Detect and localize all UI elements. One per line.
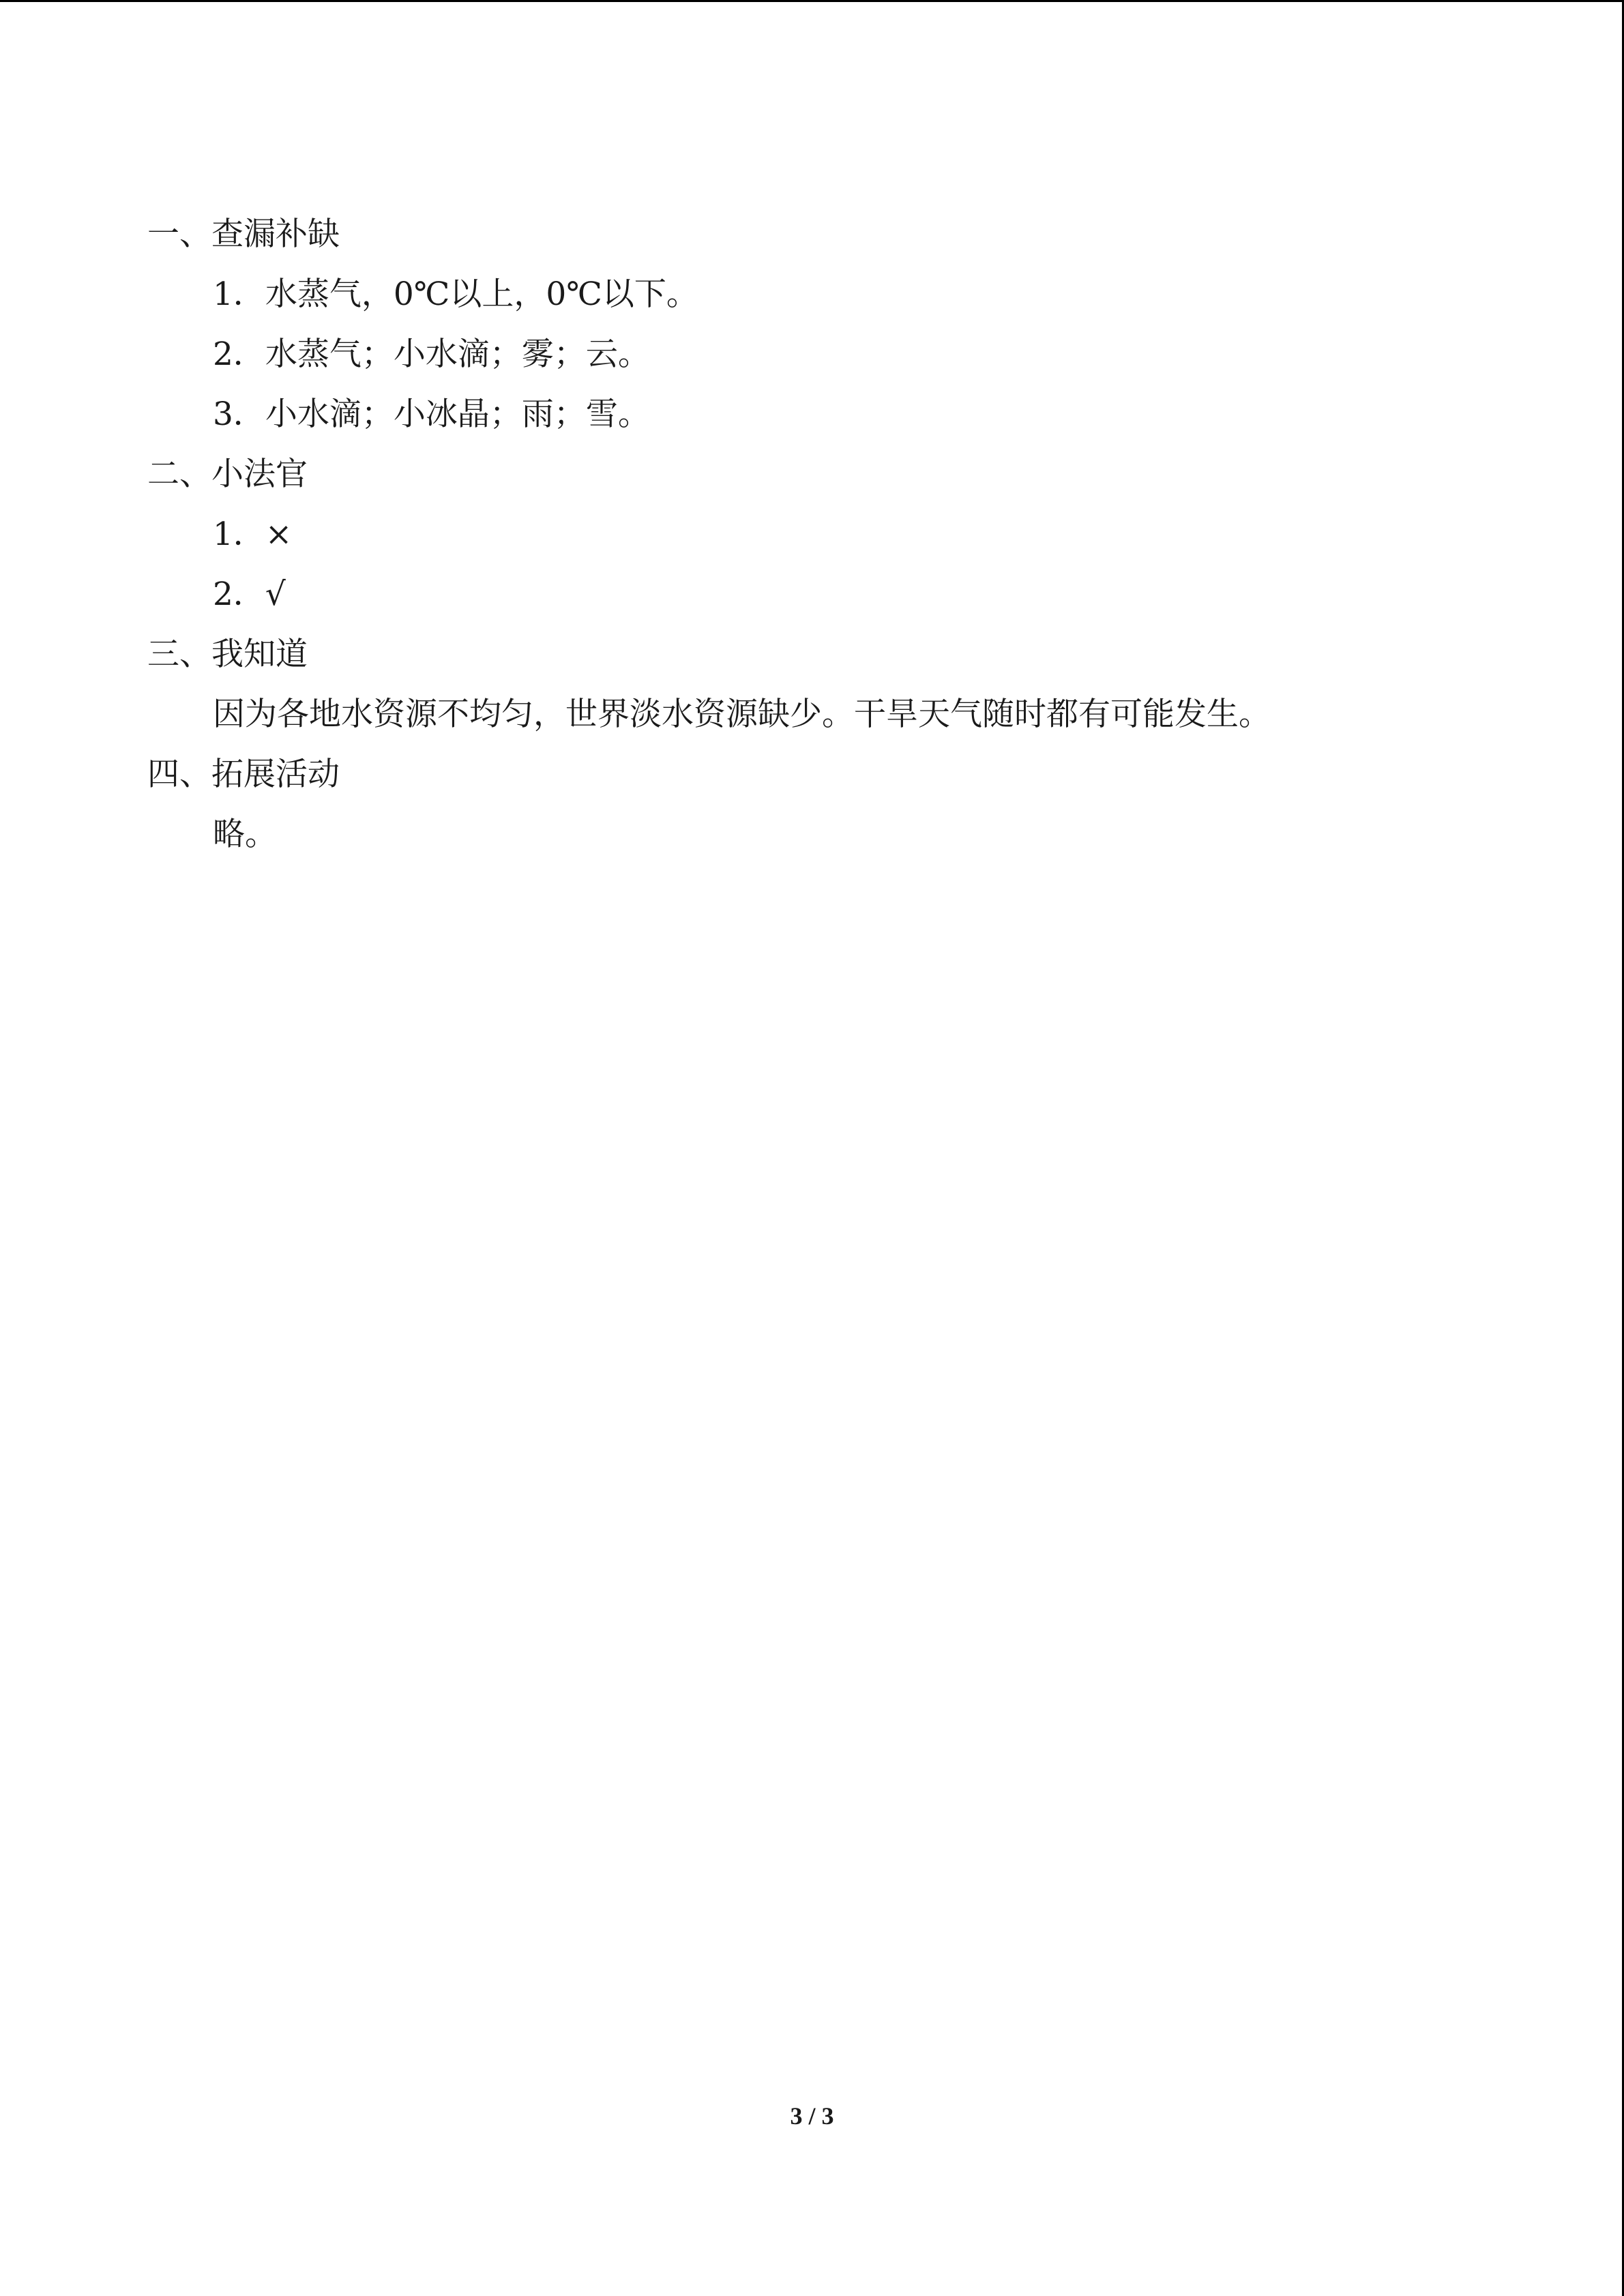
section-fill-in (147, 205, 1484, 445)
section-heading: 四、拓展活动 (147, 756, 340, 793)
section-heading: 三、我知道 (147, 636, 308, 673)
top-border-line (0, 0, 1624, 2)
section-true-false (147, 445, 1484, 625)
answer-paragraph: 因为各地水资源不均匀，世界淡水资源缺少。干旱天气随时都有可能发生。 (213, 696, 1271, 733)
section-extension-activity (147, 745, 1484, 865)
answer-item: 略。 (213, 816, 277, 853)
answer-item: 3．小水滴；小冰晶；雨；雪。 (213, 396, 650, 433)
section-heading: 二、小法官 (147, 456, 308, 493)
answer-key-content (147, 205, 1484, 865)
section-i-know (147, 625, 1484, 745)
answer-item: 2．水蒸气；小水滴；雾；云。 (213, 336, 650, 373)
answer-item: 2．√ (213, 576, 286, 613)
page-number: 3 / 3 (790, 2102, 834, 2130)
answer-item: 1．× (213, 516, 293, 553)
answer-item: 1．水蒸气，0℃以上，0℃以下。 (213, 275, 698, 313)
section-heading: 一、查漏补缺 (147, 215, 340, 253)
